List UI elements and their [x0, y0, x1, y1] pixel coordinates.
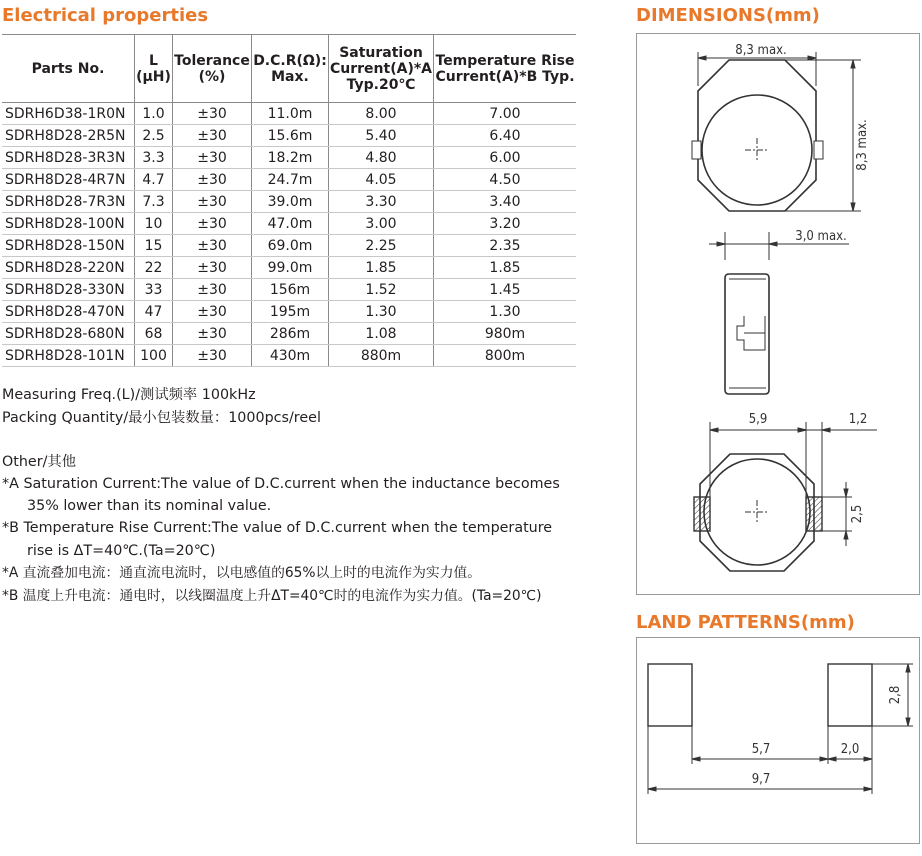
table-row: [2, 345, 576, 367]
top-width-arrow-right: [808, 56, 816, 60]
inductance-cell: 2.5: [135, 125, 173, 147]
tolerance-cell: ±30: [173, 191, 252, 213]
table-row: [2, 301, 576, 323]
land-pad-arrow-left: [828, 757, 836, 761]
header-inductance-unit: (μH): [136, 68, 171, 85]
table-body: [2, 103, 576, 367]
table-row: [2, 235, 576, 257]
inductance-cell: 33: [135, 279, 173, 301]
land-pad-right: [828, 664, 872, 726]
bottom-view-pad-right: [806, 497, 822, 531]
bottom-span-arrow-left: [710, 428, 718, 432]
temperature-rise-current-cell: 2.35: [434, 235, 577, 257]
land-total-arrow-left: [648, 787, 656, 791]
top-width-arrow-left: [698, 56, 706, 60]
note-b-line2: rise is ΔT=40℃.(Ta=20℃): [27, 543, 216, 559]
temperature-rise-current-cell: 1.85: [434, 257, 577, 279]
land-gap-arrow-right: [820, 757, 828, 761]
note-a-chinese: *A 直流叠加电流：通直流电流时，以电感值的65%以上时的电流作为实力值。: [2, 565, 482, 581]
bottom-padh-arrow-top: [844, 489, 848, 497]
tolerance-cell: ±30: [173, 235, 252, 257]
tolerance-cell: ±30: [173, 147, 252, 169]
part-number-cell: SDRH8D28-220N: [2, 257, 135, 279]
note-b-line1: *B Temperature Rise Current:The value of D.C.current when the temperature: [2, 520, 553, 536]
header-dcr-unit: Max.: [271, 68, 309, 85]
bottom-padw-arrow-left: [798, 428, 806, 432]
temperature-rise-current-cell: 7.00: [434, 103, 577, 125]
land-height-arrow-top: [906, 664, 910, 672]
header-temperature-rise-current: [434, 35, 577, 103]
dcr-cell: 11.0m: [252, 103, 329, 125]
dcr-cell: 195m: [252, 301, 329, 323]
tolerance-cell: ±30: [173, 257, 252, 279]
header-inductance: [135, 35, 173, 103]
inductance-cell: 15: [135, 235, 173, 257]
dcr-cell: 24.7m: [252, 169, 329, 191]
bottom-view: [694, 412, 877, 571]
tolerance-cell: ±30: [173, 279, 252, 301]
land-height-arrow-bottom: [906, 718, 910, 726]
top-view: [692, 43, 870, 211]
inductance-cell: 47: [135, 301, 173, 323]
header-saturation-line2: Current(A)*A: [330, 60, 432, 77]
saturation-current-cell: 1.52: [329, 279, 434, 301]
dcr-cell: 99.0m: [252, 257, 329, 279]
packing-quantity-note: Packing Quantity/最小包装数量：1000pcs/reel: [2, 410, 321, 426]
dcr-cell: 69.0m: [252, 235, 329, 257]
land-total-arrow-right: [864, 787, 872, 791]
header-tolerance: [173, 35, 252, 103]
top-view-terminal-left: [692, 141, 701, 159]
inductance-cell: 22: [135, 257, 173, 279]
note-a-line2: 35% lower than its nominal value.: [27, 498, 272, 514]
land-patterns-box: [636, 637, 920, 844]
side-view-outline: [725, 274, 769, 394]
land-pad-arrow-right: [864, 757, 872, 761]
inductance-cell: 100: [135, 345, 173, 367]
part-number-cell: SDRH8D28-101N: [2, 345, 135, 367]
top-view-body-outline: [698, 60, 816, 211]
land-total-label: 9,7: [751, 772, 771, 787]
top-view-terminal-right: [814, 141, 823, 159]
part-number-cell: SDRH8D28-3R3N: [2, 147, 135, 169]
temperature-rise-current-cell: 4.50: [434, 169, 577, 191]
table-row: [2, 147, 576, 169]
saturation-current-cell: 1.30: [329, 301, 434, 323]
bottom-span-label: 5,9: [748, 412, 768, 427]
side-thick-label: 3,0 max.: [795, 229, 847, 244]
table-row: [2, 191, 576, 213]
tolerance-cell: ±30: [173, 213, 252, 235]
dcr-cell: 18.2m: [252, 147, 329, 169]
inductance-cell: 1.0: [135, 103, 173, 125]
temperature-rise-current-cell: 1.45: [434, 279, 577, 301]
land-pad-left: [648, 664, 692, 726]
table-row: [2, 213, 576, 235]
part-number-cell: SDRH8D28-7R3N: [2, 191, 135, 213]
part-number-cell: SDRH8D28-150N: [2, 235, 135, 257]
header-saturation-line3: Typ.20℃: [346, 76, 416, 93]
tolerance-cell: ±30: [173, 169, 252, 191]
temperature-rise-current-cell: 6.40: [434, 125, 577, 147]
top-height-label: 8,3 max.: [855, 119, 870, 171]
land-gap-label: 5,7: [751, 742, 771, 757]
temperature-rise-current-cell: 800m: [434, 345, 577, 367]
land-height-label: 2,8: [888, 685, 903, 705]
land-pad-label: 2,0: [840, 742, 860, 757]
header-dcr: [252, 35, 329, 103]
saturation-current-cell: 1.08: [329, 323, 434, 345]
dimensions-drawing-box: [636, 33, 920, 595]
side-view: [709, 229, 849, 394]
bottom-padw-arrow-right: [822, 428, 830, 432]
header-temp-line1: Temperature Rise: [435, 52, 575, 69]
header-temp-line2: Current(A)*B Typ.: [435, 68, 575, 85]
land-gap-arrow-left: [692, 757, 700, 761]
header-inductance-label: L: [149, 52, 158, 69]
dcr-cell: 47.0m: [252, 213, 329, 235]
dcr-cell: 286m: [252, 323, 329, 345]
part-number-cell: SDRH8D28-100N: [2, 213, 135, 235]
header-tolerance-unit: (%): [198, 68, 226, 85]
dcr-cell: 156m: [252, 279, 329, 301]
saturation-current-cell: 4.05: [329, 169, 434, 191]
bottom-padw-label: 1,2: [848, 412, 868, 427]
tolerance-cell: ±30: [173, 323, 252, 345]
saturation-current-cell: 3.00: [329, 213, 434, 235]
saturation-current-cell: 880m: [329, 345, 434, 367]
header-saturation-current: [329, 35, 434, 103]
saturation-current-cell: 4.80: [329, 147, 434, 169]
dcr-cell: 15.6m: [252, 125, 329, 147]
table-row: [2, 257, 576, 279]
top-width-label: 8,3 max.: [735, 43, 787, 58]
table-row: [2, 323, 576, 345]
measuring-frequency-note: Measuring Freq.(L)/测试频率 100kHz: [2, 387, 256, 403]
temperature-rise-current-cell: 1.30: [434, 301, 577, 323]
temperature-rise-current-cell: 3.40: [434, 191, 577, 213]
side-thick-arrow-right: [769, 242, 777, 246]
dimensions-title: DIMENSIONS(mm): [636, 5, 820, 26]
table-row: [2, 169, 576, 191]
other-heading: Other/其他: [2, 454, 77, 470]
note-b-chinese: *B 温度上升电流：通电时，以线圈温度上升ΔT=40℃时的电流作为实力值。(Ta=20℃): [2, 588, 542, 604]
inductance-cell: 4.7: [135, 169, 173, 191]
tolerance-cell: ±30: [173, 345, 252, 367]
inductance-cell: 68: [135, 323, 173, 345]
part-number-cell: SDRH8D28-330N: [2, 279, 135, 301]
electrical-properties-table: [2, 34, 576, 367]
note-a-line1: *A Saturation Current:The value of D.C.current when the inductance becomes: [2, 476, 560, 492]
temperature-rise-current-cell: 3.20: [434, 213, 577, 235]
header-part-number: Parts No.: [2, 35, 135, 103]
dcr-cell: 430m: [252, 345, 329, 367]
land-patterns-drawing: [637, 638, 919, 843]
bottom-padh-label: 2,5: [850, 504, 865, 524]
saturation-current-cell: 3.30: [329, 191, 434, 213]
table-row: [2, 125, 576, 147]
top-height-arrow-bottom: [851, 203, 855, 211]
inductance-cell: 3.3: [135, 147, 173, 169]
temperature-rise-current-cell: 980m: [434, 323, 577, 345]
tolerance-cell: ±30: [173, 103, 252, 125]
dimensions-drawing: [637, 34, 919, 594]
land-patterns-title: LAND PATTERNS(mm): [636, 612, 855, 633]
saturation-current-cell: 5.40: [329, 125, 434, 147]
tolerance-cell: ±30: [173, 301, 252, 323]
table-row: [2, 279, 576, 301]
inductance-cell: 10: [135, 213, 173, 235]
header-saturation-line1: Saturation: [339, 44, 423, 61]
table-row: [2, 103, 576, 125]
temperature-rise-current-cell: 6.00: [434, 147, 577, 169]
bottom-padh-arrow-bottom: [844, 531, 848, 539]
header-dcr-label: D.C.R(Ω):: [253, 52, 327, 69]
tolerance-cell: ±30: [173, 125, 252, 147]
part-number-cell: SDRH8D28-680N: [2, 323, 135, 345]
electrical-properties-title: Electrical properties: [2, 5, 209, 26]
part-number-cell: SDRH8D28-2R5N: [2, 125, 135, 147]
inductance-cell: 7.3: [135, 191, 173, 213]
part-number-cell: SDRH6D38-1R0N: [2, 103, 135, 125]
saturation-current-cell: 2.25: [329, 235, 434, 257]
saturation-current-cell: 1.85: [329, 257, 434, 279]
part-number-cell: SDRH8D28-470N: [2, 301, 135, 323]
top-height-arrow-top: [851, 60, 855, 68]
part-number-cell: SDRH8D28-4R7N: [2, 169, 135, 191]
saturation-current-cell: 8.00: [329, 103, 434, 125]
dcr-cell: 39.0m: [252, 191, 329, 213]
header-tolerance-label: Tolerance: [174, 52, 250, 69]
table-header-row: [2, 35, 576, 103]
side-thick-arrow-left: [717, 242, 725, 246]
bottom-view-pad-left: [694, 497, 710, 531]
